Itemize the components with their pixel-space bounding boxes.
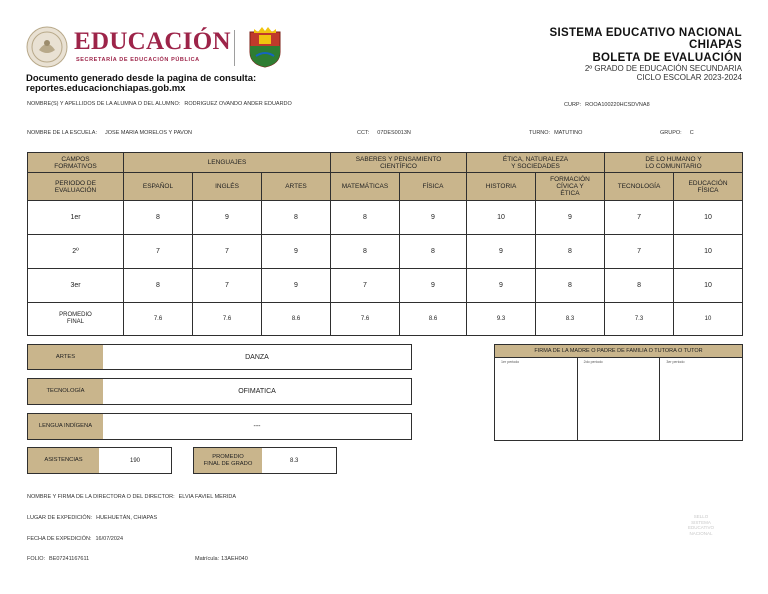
asistencias-label: ASISTENCIAS — [28, 448, 99, 473]
grade-cell: 9 — [400, 201, 467, 235]
turno-value: MATUTINO — [554, 130, 583, 136]
grade-cell: 7 — [331, 269, 400, 303]
tecnologia-label: TECNOLOGÍA — [28, 379, 103, 404]
subject-header: TECNOLOGÍA — [605, 173, 674, 201]
stamp-placeholder: SELLO SISTEMA EDUCATIVO NACIONAL — [688, 514, 714, 536]
chiapas-crest-icon — [248, 26, 282, 68]
table-row — [28, 269, 743, 303]
table-header-campos — [28, 153, 743, 173]
grade-cell: 9.3 — [467, 303, 536, 336]
period-label: 1er — [28, 201, 124, 235]
grade-cell: 9 — [193, 201, 262, 235]
curp-row — [564, 102, 650, 108]
grades-table — [27, 152, 743, 336]
matricula-label: Matrícula: — [195, 556, 220, 562]
grade-cell: 8 — [400, 235, 467, 269]
subject-header: HISTORIA — [467, 173, 536, 201]
subject-header: EDUCACIÓN FÍSICA — [674, 173, 743, 201]
lengua-indigena-box — [27, 413, 412, 440]
subject-header: FÍSICA — [400, 173, 467, 201]
sep-logo — [26, 26, 296, 70]
table-row — [28, 235, 743, 269]
promedio-value: 8.3 — [290, 457, 299, 464]
grade-cell: 9 — [467, 269, 536, 303]
artes-label: ARTES — [28, 345, 103, 369]
logo-divider — [234, 30, 235, 66]
grupo-value: C — [689, 130, 694, 136]
grade-cell: 7.3 — [605, 303, 674, 336]
student-name-label: NOMBRE(S) Y APELLIDOS DE LA ALUMNA O DEL ALUMNO: — [27, 101, 181, 107]
table-row — [28, 201, 743, 235]
signature-period-2: 2do periodo — [578, 358, 661, 440]
grade-cell: 7 — [605, 201, 674, 235]
subject-header: INGLÉS — [193, 173, 262, 201]
cct-value: 07DES0013N — [377, 130, 411, 136]
grade-cell: 7 — [124, 235, 193, 269]
grade-cell: 7.6 — [193, 303, 262, 336]
fecha-label: FECHA DE EXPEDICIÓN: — [27, 536, 92, 542]
mexican-seal-icon — [26, 26, 68, 68]
grade-cell: 10 — [674, 235, 743, 269]
grade-cell: 8 — [124, 201, 193, 235]
grade-cell: 8 — [124, 269, 193, 303]
lengua-value: --- — [253, 423, 261, 430]
grade-cell: 7 — [193, 235, 262, 269]
grade-cell: 9 — [400, 269, 467, 303]
state-title: CHIAPAS — [688, 39, 742, 51]
periodo-label: PERIODO DE EVALUACIÓN — [28, 173, 124, 201]
table-header-subjects — [28, 173, 743, 201]
signature-header: FIRMA DE LA MADRE O PADRE DE FAMILIA O TUTORA O TUTOR — [495, 345, 742, 358]
system-title: SISTEMA EDUCATIVO NACIONAL — [549, 27, 742, 39]
grade-cell: 7 — [605, 235, 674, 269]
doc-generated-url: reportes.educacionchiapas.gob.mx — [26, 83, 186, 94]
grade-cell: 8.3 — [536, 303, 605, 336]
grade-cell: 8 — [331, 201, 400, 235]
table-row — [28, 303, 743, 336]
matricula-value: 13AEH040 — [221, 556, 248, 562]
matricula-row — [195, 556, 248, 562]
period-label: 3er — [28, 269, 124, 303]
turno-row — [529, 130, 582, 136]
asistencias-value: 190 — [129, 457, 140, 464]
lugar-label: LUGAR DE EXPEDICIÓN: — [27, 515, 93, 521]
grade-cell: 8 — [262, 201, 331, 235]
period-label: 2º — [28, 235, 124, 269]
doc-generated-note — [26, 74, 256, 94]
campo-lenguajes: LENGUAJES — [124, 153, 331, 173]
student-name-value: RODRIGUEZ OVANDO ANDER EDUARDO — [184, 101, 292, 107]
campo-saberes: SABERES Y PENSAMIENTO CIENTÍFICO — [331, 153, 467, 173]
grade-cell: 10 — [674, 201, 743, 235]
doc-generated-line1: Documento generado desde la pagina de consulta: — [26, 73, 257, 84]
lugar-value: HUEHUETÁN, CHIAPAS — [96, 515, 158, 521]
grade-cell: 9 — [262, 269, 331, 303]
grade-cell: 8.6 — [262, 303, 331, 336]
tecnologia-box — [27, 378, 412, 405]
curp-value: ROOA100220HCSDVNA8 — [585, 102, 650, 108]
student-name-row — [27, 101, 292, 107]
tecnologia-value: OFIMATICA — [238, 388, 276, 395]
campos-label: CAMPOS FORMATIVOS — [28, 153, 124, 173]
school-row — [27, 130, 192, 136]
folio-label: FOLIO: — [27, 556, 46, 562]
grade-cell: 8.6 — [400, 303, 467, 336]
grade-cell: 8 — [605, 269, 674, 303]
grade-cell: 9 — [467, 235, 536, 269]
grade-cell: 8 — [536, 235, 605, 269]
folio-value: BE07241167611 — [49, 556, 90, 562]
grade-subtitle: 2º GRADO DE EDUCACIÓN SECUNDARIA — [584, 64, 742, 73]
promedio-grado-box — [193, 447, 337, 474]
promedio-label: PROMEDIO FINAL DE GRADO — [194, 448, 262, 473]
signature-period-3: 3er periodo — [666, 360, 685, 364]
subject-header: ARTES — [262, 173, 331, 201]
grade-cell: 8 — [331, 235, 400, 269]
school-label: NOMBRE DE LA ESCUELA: — [27, 130, 97, 136]
artes-box — [27, 344, 412, 370]
grupo-label: GRUPO: — [660, 130, 682, 136]
grupo-row — [660, 130, 694, 136]
lengua-label: LENGUA INDÍGENA — [28, 414, 103, 439]
grade-cell: 7.6 — [331, 303, 400, 336]
grade-cell: 9 — [262, 235, 331, 269]
campo-humano: DE LO HUMANO Y LO COMUNITARIO — [605, 153, 743, 173]
cct-row — [357, 130, 411, 136]
grade-cell: 8 — [536, 269, 605, 303]
artes-value: DANZA — [245, 353, 269, 361]
cct-label: CCT: — [357, 130, 370, 136]
grade-cell: 10 — [467, 201, 536, 235]
cycle-subtitle: CICLO ESCOLAR 2023-2024 — [636, 73, 742, 82]
subject-header: FORMACIÓN CÍVICA Y ÉTICA — [536, 173, 605, 201]
grade-cell: 9 — [536, 201, 605, 235]
director-row — [27, 494, 236, 500]
campo-etica: ÉTICA, NATURALEZA Y SOCIEDADES — [467, 153, 605, 173]
grade-cell: 10 — [674, 269, 743, 303]
logo-wordmark: EDUCACIÓN — [74, 28, 231, 55]
asistencias-box — [27, 447, 172, 474]
folio-row — [27, 556, 89, 562]
fecha-value: 16/07/2024 — [95, 536, 124, 542]
subject-header: ESPAÑOL — [124, 173, 193, 201]
school-value: JOSE MARIA MORELOS Y PAVON — [105, 130, 193, 136]
fecha-row — [27, 536, 123, 542]
lugar-row — [27, 515, 157, 521]
title-block — [550, 27, 742, 82]
director-label: NOMBRE Y FIRMA DE LA DIRECTORA O DEL DIRECTOR: — [27, 494, 175, 500]
curp-label: CURP: — [564, 102, 582, 108]
turno-label: TURNO: — [529, 130, 551, 136]
signature-period-1: 1er periodo — [495, 358, 578, 440]
grade-cell: 10 — [674, 303, 743, 336]
director-value: ELVIA FAVIEL MERIDA — [178, 494, 236, 500]
grade-cell: 7.6 — [124, 303, 193, 336]
period-label: PROMEDIO FINAL — [28, 303, 124, 336]
subject-header: MATEMÁTICAS — [331, 173, 400, 201]
document-title: BOLETA DE EVALUACIÓN — [592, 52, 742, 64]
parent-signature-box — [494, 344, 743, 441]
logo-subtitle: SECRETARÍA DE EDUCACIÓN PÚBLICA — [76, 57, 200, 63]
grade-cell: 7 — [193, 269, 262, 303]
